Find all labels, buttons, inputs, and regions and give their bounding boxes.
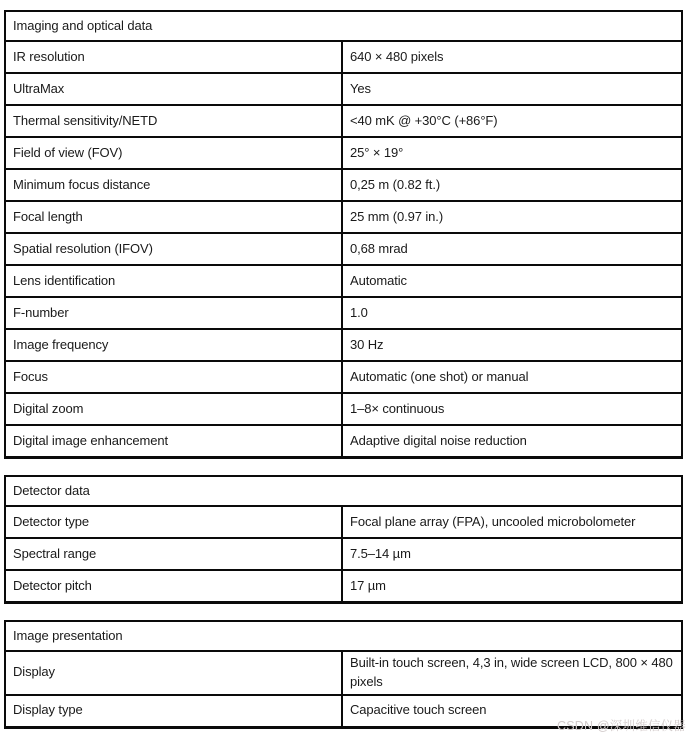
spec-table-3 xyxy=(4,620,683,729)
spec-label: F-number xyxy=(5,297,342,329)
table-row xyxy=(5,265,682,297)
spec-table-2 xyxy=(4,475,683,604)
spec-label: Detector type xyxy=(5,506,342,538)
table-row xyxy=(5,570,682,603)
spec-value: <40 mK @ +30°C (+86°F) xyxy=(342,105,682,137)
spec-label: Display xyxy=(5,651,342,695)
table-row xyxy=(5,41,682,73)
table-row xyxy=(5,169,682,201)
spec-value: 640 × 480 pixels xyxy=(342,41,682,73)
spec-sheet xyxy=(4,10,683,745)
spec-value: Automatic xyxy=(342,265,682,297)
table-row xyxy=(5,695,682,728)
spec-label: Spectral range xyxy=(5,538,342,570)
spec-table-1 xyxy=(4,10,683,459)
spec-label: Image frequency xyxy=(5,329,342,361)
spec-label: Minimum focus distance xyxy=(5,169,342,201)
table-row xyxy=(5,297,682,329)
spec-value: 0,25 m (0.82 ft.) xyxy=(342,169,682,201)
spec-value: Adaptive digital noise reduction xyxy=(342,425,682,458)
spec-value: 0,68 mrad xyxy=(342,233,682,265)
spec-value: 17 µm xyxy=(342,570,682,603)
table-row xyxy=(5,201,682,233)
spec-label: Focus xyxy=(5,361,342,393)
spec-value: 1.0 xyxy=(342,297,682,329)
spec-label: Detector pitch xyxy=(5,570,342,603)
table-title-row xyxy=(5,11,682,41)
spec-value: Built-in touch screen, 4,3 in, wide screen LCD, 800 × 480 pixels xyxy=(342,651,682,695)
table-row xyxy=(5,651,682,695)
spec-label: UltraMax xyxy=(5,73,342,105)
spec-label: Digital zoom xyxy=(5,393,342,425)
table-title: Image presentation xyxy=(5,621,682,651)
table-row xyxy=(5,73,682,105)
table-row xyxy=(5,425,682,458)
table-row xyxy=(5,105,682,137)
table-row xyxy=(5,393,682,425)
spec-label: Display type xyxy=(5,695,342,728)
table-row xyxy=(5,137,682,169)
spec-value: Focal plane array (FPA), uncooled microbolometer xyxy=(342,506,682,538)
table-row xyxy=(5,506,682,538)
spec-value: 25 mm (0.97 in.) xyxy=(342,201,682,233)
spec-label: Digital image enhancement xyxy=(5,425,342,458)
spec-label: Focal length xyxy=(5,201,342,233)
table-row xyxy=(5,538,682,570)
spec-value: Yes xyxy=(342,73,682,105)
spec-label: Lens identification xyxy=(5,265,342,297)
watermark: CSDN @深圳维信仪器 xyxy=(557,719,686,733)
table-row xyxy=(5,361,682,393)
spec-value: 7.5–14 µm xyxy=(342,538,682,570)
spec-value: Automatic (one shot) or manual xyxy=(342,361,682,393)
spec-label: Thermal sensitivity/NETD xyxy=(5,105,342,137)
spec-label: Field of view (FOV) xyxy=(5,137,342,169)
table-title-row xyxy=(5,476,682,506)
spec-label: IR resolution xyxy=(5,41,342,73)
table-title-row xyxy=(5,621,682,651)
table-row xyxy=(5,233,682,265)
spec-value: 25° × 19° xyxy=(342,137,682,169)
spec-value: 30 Hz xyxy=(342,329,682,361)
table-row xyxy=(5,329,682,361)
table-title: Detector data xyxy=(5,476,682,506)
table-title: Imaging and optical data xyxy=(5,11,682,41)
spec-label: Spatial resolution (IFOV) xyxy=(5,233,342,265)
spec-value: Capacitive touch screen xyxy=(342,695,682,728)
spec-value: 1–8× continuous xyxy=(342,393,682,425)
